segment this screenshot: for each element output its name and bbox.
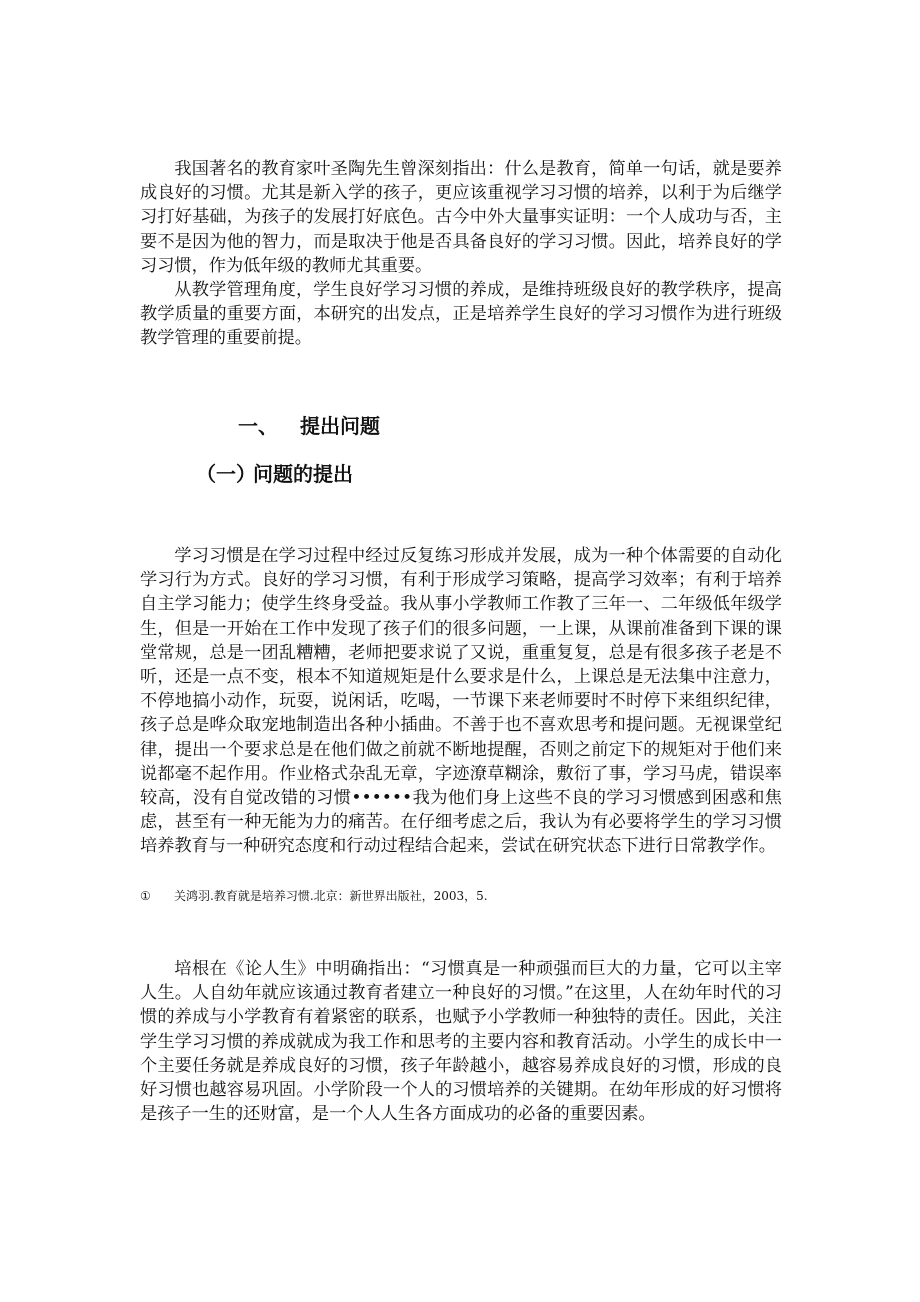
subsection-heading-1-title: 问题的提出 [253,462,353,486]
section-heading-1-number: 一、 [238,414,278,438]
problem-section-block [140,544,782,859]
bacon-paragraph: 培根在《论人生》中明确指出：“习惯真是一种顽强而巨大的力量，它可以主宰人生。人自幼年就应该通过教育者建立一种良好的习惯。”在这里，人在幼年时代的习惯的养成与小学教育有着紧密的联系，也赋予小学教师一种独特的责任。因此，关注学生学习习惯的养成就成为我工作和思考的主要内容和教育活动。小学生的成长中一个主要任务就是养成良好的习惯，孩子年龄越小，越容易养成良好的习惯，形成的良好习惯也越容易巩固。小学阶段一个人的习惯培养的关键期。在幼年形成的好习惯将是孩子一生的还财富，是一个人人生各方面成功的必备的重要因素。 [140,959,782,1125]
section-heading-1 [238,413,380,439]
bacon-section-block [140,957,782,1126]
footnote [140,888,782,904]
intro-block [140,157,782,351]
intro-paragraph-2: 从教学管理角度，学生良好学习习惯的养成，是维持班级良好的教学秩序，提高教学质量的重要方面，本研究的出发点，正是培养学生良好的学习习惯作为进行班级教学管理的重要前提。 [140,280,782,349]
problem-paragraph: 学习习惯是在学习过程中经过反复练习形成并发展，成为一种个体需要的自动化学习行为方式。良好的学习习惯，有利于形成学习策略，提高学习效率；有利于培养自主学习能力；使学生终身受益。我从事小学教师工作教了三年一、二年级低年级学生，但是一开始在工作中发现了孩子们的很多问题，一上课，从课前准备到下课的课堂常规，总是一团乱糟糟，老师把要求说了又说，重重复复，总是有很多孩子老是不听，还是一点不变，根本不知道规矩是什么要求是什么，上课总是无法集中注意力，不停地搞小动作，玩耍，说闲话，吃喝，一节课下来老师要时不时停下来组织纪律，孩子总是哗众取宠地制造出各种小插曲。不善于也不喜欢思考和提问题。无视课堂纪律，提出一个要求总是在他们做之前就不断地提醒，否则之前定下的规矩对于他们来说都毫不起作用。作业格式杂乱无章，字迹潦草糊涂，敷衍了事，学习马虎，错误率较高，没有自觉改错的习惯••••••我为他们身上这些不良的学习习惯感到困惑和焦虑，甚至有一种无能为力的痛苦。在仔细考虑之后，我认为有必要将学生的学习习惯培养教育与一种研究态度和行动过程结合起来，尝试在研究状态下进行日常教学作。 [140,546,782,857]
intro-paragraph-1: 我国著名的教育家叶圣陶先生曾深刻指出：什么是教育，简单一句话，就是要养成良好的习惯。尤其是新入学的孩子，更应该重视学习习惯的培养，以利于为后继学习打好基础，为孩子的发展打好底色。古今中外大量事实证明：一个人成功与否，主要不是因为他的智力，而是取决于他是否具备良好的学习习惯。因此，培养良好的学习习惯，作为低年级的教师尤其重要。 [140,159,782,276]
section-heading-1-title: 提出问题 [300,414,380,438]
subsection-heading-1-number: （一） [196,462,256,486]
footnote-text: 关鸿羽.教育就是培养习惯.北京：新世界出版社，2003，5. [174,889,488,903]
footnote-marker: ① [140,889,151,903]
subsection-heading-1 [196,461,353,487]
